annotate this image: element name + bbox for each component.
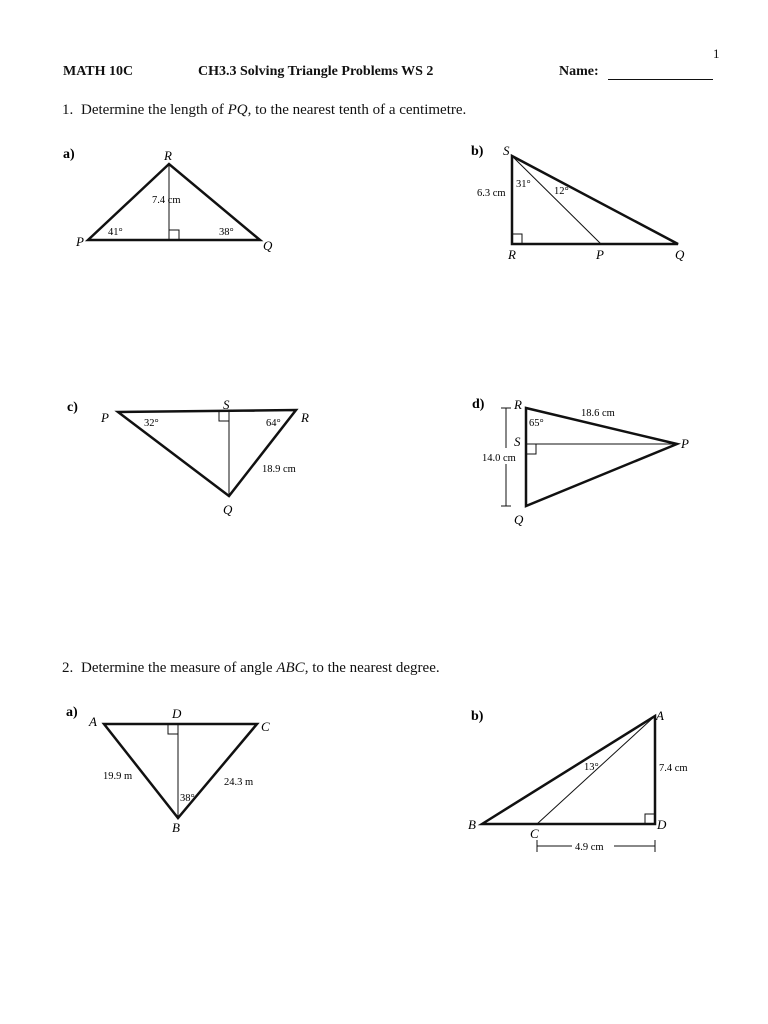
q1c-vertex-R: R <box>301 410 309 425</box>
q2a-vertex-C: C <box>261 719 270 734</box>
q2a-side-AB: 19.9 m <box>103 771 133 782</box>
question-1-number: 1. <box>62 102 74 118</box>
name-label: Name: <box>559 64 599 79</box>
q2a-vertex-A: A <box>89 714 97 729</box>
question-1-text-after: , to the nearest tenth of a centimetre. <box>247 102 467 118</box>
q2b-figure <box>468 708 688 853</box>
q1c-angle-R: 64° <box>266 418 281 429</box>
q1b-angle-2: 12° <box>554 186 569 197</box>
q2b-part-label: b) <box>471 709 484 724</box>
q2a-figure <box>66 705 270 835</box>
question-2-text-before: Determine the measure of angle <box>81 660 277 676</box>
q1d-part-label: d) <box>472 397 485 412</box>
q2b-side-AD: 7.4 cm <box>659 763 688 774</box>
q2a-right-angle-mark <box>168 724 178 734</box>
question-2-variable: ABC <box>276 660 305 676</box>
q1c-vertex-Q: Q <box>223 502 233 517</box>
q1a-part-label: a) <box>63 147 75 162</box>
q1a-vertex-Q: Q <box>263 238 273 253</box>
q1c-vertex-P: P <box>101 410 109 425</box>
page-number: 1 <box>713 46 720 61</box>
q1a-figure <box>63 147 273 253</box>
question-1-variable: PQ <box>227 102 248 118</box>
q1a-angle-P: 41° <box>108 227 123 238</box>
question-2-text-after: , to the nearest degree. <box>304 660 440 676</box>
q1d-angle-R: 65° <box>529 418 544 429</box>
q1c-right-angle-mark <box>219 411 229 421</box>
q1c-part-label: c) <box>67 400 78 415</box>
q2a-angle-B: 38° <box>180 793 195 804</box>
q1d-vertex-S: S <box>514 434 521 449</box>
q1b-segment-SP <box>512 156 601 244</box>
q1d-triangle <box>526 408 677 506</box>
q1d-figure <box>472 397 689 527</box>
q1c-angle-P: 32° <box>144 418 159 429</box>
q1c-vertex-S: S <box>223 397 230 412</box>
q1b-vertex-R: R <box>508 247 516 262</box>
q2b-vertex-D: D <box>657 817 667 832</box>
q1b-triangle <box>512 156 678 244</box>
q2b-vertex-C: C <box>530 826 539 841</box>
q1a-vertex-P: P <box>76 234 84 249</box>
q2b-vertex-B: B <box>468 817 476 832</box>
q2a-vertex-D: D <box>172 706 182 721</box>
q1d-vertex-Q: Q <box>514 512 524 527</box>
q2b-base-length: 4.9 cm <box>575 842 604 853</box>
q1d-side-RP: 18.6 cm <box>581 408 615 419</box>
q2b-right-angle-mark <box>645 814 655 824</box>
q1b-vertex-P: P <box>596 247 604 262</box>
q1b-right-angle-mark <box>512 234 522 244</box>
q1a-right-angle-mark <box>169 230 179 240</box>
course-code: MATH 10C <box>63 64 134 79</box>
q1b-part-label: b) <box>471 144 484 159</box>
q1c-figure <box>67 397 309 517</box>
q1b-vertex-S: S <box>503 143 510 158</box>
q2b-angle-A: 13° <box>584 762 599 773</box>
q2b-vertex-A: A <box>656 708 664 723</box>
q1a-angle-Q: 38° <box>219 227 234 238</box>
q1a-vertex-R: R <box>164 148 172 163</box>
q1d-right-angle-mark <box>526 444 536 454</box>
q2b-triangle <box>482 716 655 824</box>
q1d-vertex-P: P <box>681 436 689 451</box>
question-2-number: 2. <box>62 660 74 676</box>
question-1-text-before: Determine the length of <box>81 102 228 118</box>
q1b-side-SR: 6.3 cm <box>477 188 506 199</box>
q1d-side-RQ: 14.0 cm <box>482 453 516 464</box>
q1d-vertex-R: R <box>514 397 522 412</box>
q1b-figure <box>471 143 685 262</box>
q2a-vertex-B: B <box>172 820 180 835</box>
worksheet-title: CH3.3 Solving Triangle Problems WS 2 <box>198 64 434 79</box>
q1c-side-RQ: 18.9 cm <box>262 464 296 475</box>
q2a-part-label: a) <box>66 705 78 720</box>
q1b-angle-1: 31° <box>516 179 531 190</box>
q1b-vertex-Q: Q <box>675 247 685 262</box>
q2a-side-CB: 24.3 m <box>224 777 254 788</box>
q1a-height-label: 7.4 cm <box>152 195 181 206</box>
